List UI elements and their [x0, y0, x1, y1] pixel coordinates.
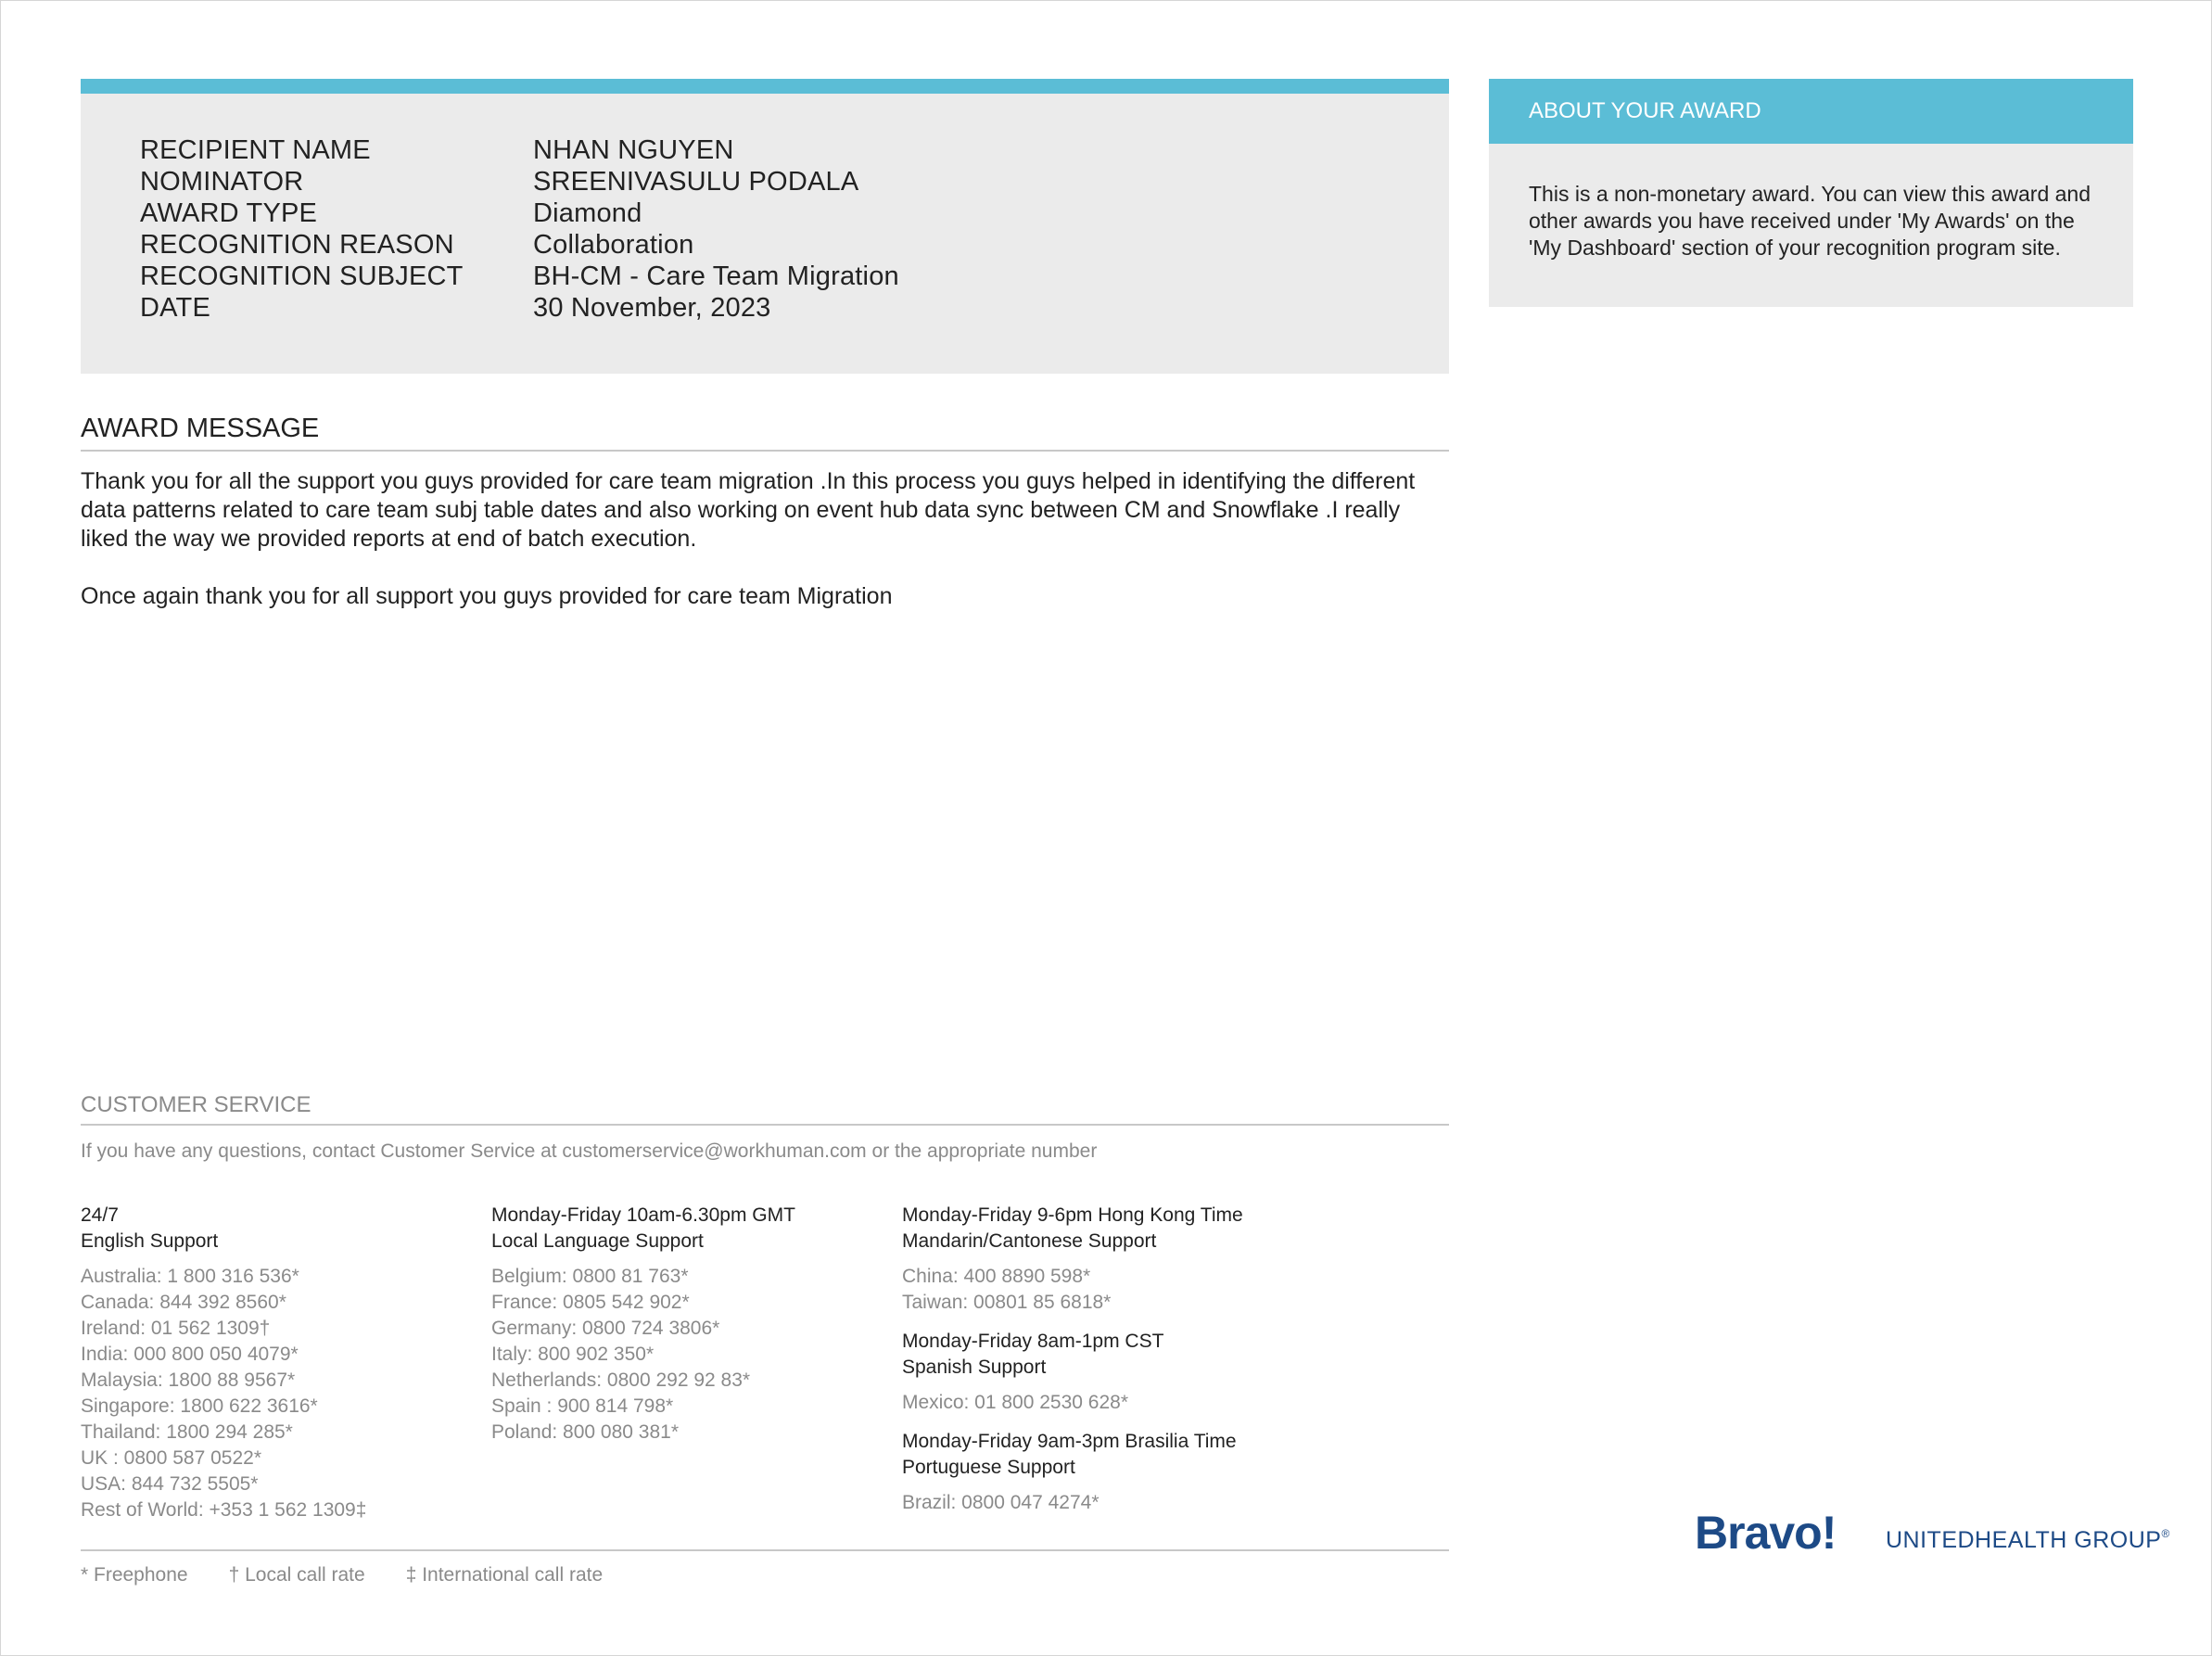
customer-service-divider	[81, 1549, 1449, 1551]
details-grid	[140, 134, 899, 324]
phone-number: France: 0805 542 902*	[491, 1292, 690, 1313]
award-details-card	[81, 79, 1449, 374]
phone-number: Italy: 800 902 350*	[491, 1344, 655, 1365]
details-row-award-type	[140, 197, 899, 229]
details-value: NHAN NGUYEN	[533, 134, 734, 165]
phone-number: Belgium: 0800 81 763*	[491, 1266, 689, 1287]
call-rate-legend	[81, 1564, 603, 1586]
phone-number: Netherlands: 0800 292 92 83*	[491, 1369, 751, 1391]
phone-number: USA: 844 732 5505*	[81, 1473, 259, 1495]
support-group-portuguese	[902, 1429, 1243, 1516]
phone-number: Mexico: 01 800 2530 628*	[902, 1392, 1129, 1413]
details-row-reason	[140, 229, 899, 261]
customer-service-intro: If you have any questions, contact Customer Service at customerservice@workhuman.com or the appropriate number	[81, 1140, 1098, 1162]
support-group-mandarin	[902, 1203, 1243, 1316]
details-value: Diamond	[533, 197, 642, 228]
support-language: Spanish Support	[902, 1357, 1047, 1378]
details-row-subject	[140, 261, 899, 292]
phone-number: Malaysia: 1800 88 9567*	[81, 1369, 296, 1391]
support-hours: 24/7	[81, 1204, 119, 1226]
phone-number: UK : 0800 587 0522*	[81, 1447, 261, 1469]
details-accent-bar	[81, 79, 1449, 94]
phone-number: Ireland: 01 562 1309†	[81, 1318, 271, 1339]
award-message-body	[81, 467, 1449, 640]
phone-number: Rest of World: +353 1 562 1309‡	[81, 1499, 367, 1521]
support-hours: Monday-Friday 8am-1pm CST	[902, 1331, 1164, 1352]
legend-freephone: * Freephone	[81, 1564, 188, 1586]
support-language: Local Language Support	[491, 1230, 704, 1252]
details-row-recipient	[140, 134, 899, 166]
details-label: DATE	[140, 292, 210, 323]
details-value: 30 November, 2023	[533, 292, 771, 323]
support-column-local-language	[491, 1203, 795, 1446]
support-group-spanish	[902, 1329, 1243, 1416]
details-label: RECIPIENT NAME	[140, 134, 371, 165]
award-message-paragraph: Thank you for all the support you guys provided for care team migration .In this process you guys helped in identifying the different data patterns related to care team subj table dates and also working on event hub data sync between CM and Snowflake .I really liked the way we provided reports at end of batch execution.	[81, 468, 1416, 552]
details-row-date	[140, 292, 899, 324]
support-hours: Monday-Friday 9am-3pm Brasilia Time	[902, 1431, 1237, 1452]
phone-number: Brazil: 0800 047 4274*	[902, 1492, 1100, 1513]
about-award-body: This is a non-monetary award. You can view this award and other awards you have received under 'My Awards' on the 'My Dashboard' section of your recognition program site.	[1529, 182, 2091, 260]
registered-mark: ®	[2161, 1527, 2170, 1540]
about-award-panel	[1489, 79, 2133, 307]
support-language: Mandarin/Cantonese Support	[902, 1230, 1157, 1252]
about-award-title: ABOUT YOUR AWARD	[1489, 79, 2133, 144]
support-hours: Monday-Friday 10am-6.30pm GMT	[491, 1204, 795, 1226]
support-language: English Support	[81, 1230, 219, 1252]
phone-number: Spain : 900 814 798*	[491, 1395, 674, 1417]
bravo-logo: Bravo!	[1695, 1507, 1837, 1559]
phone-number: India: 000 800 050 4079*	[81, 1344, 299, 1365]
phone-number: Australia: 1 800 316 536*	[81, 1266, 299, 1287]
details-label: RECOGNITION SUBJECT	[140, 261, 464, 291]
phone-number: Canada: 844 392 8560*	[81, 1292, 286, 1313]
phone-number: Poland: 800 080 381*	[491, 1421, 680, 1443]
phone-number: Germany: 0800 724 3806*	[491, 1318, 720, 1339]
details-value: SREENIVASULU PODALA	[533, 166, 859, 197]
legend-local-rate: † Local call rate	[228, 1564, 365, 1586]
support-language: Portuguese Support	[902, 1457, 1075, 1478]
details-label: AWARD TYPE	[140, 197, 318, 228]
unitedhealth-group-logo	[1886, 1527, 2170, 1554]
support-column-regional	[902, 1203, 1243, 1516]
legend-international-rate: ‡ International call rate	[405, 1564, 604, 1586]
uhg-logo-text: UNITEDHEALTH GROUP	[1886, 1527, 2162, 1553]
details-label: NOMINATOR	[140, 166, 304, 197]
details-row-nominator	[140, 166, 899, 197]
phone-number: Taiwan: 00801 85 6818*	[902, 1292, 1112, 1313]
customer-service-heading: CUSTOMER SERVICE	[81, 1092, 1449, 1126]
support-column-english	[81, 1203, 366, 1523]
phone-number: Thailand: 1800 294 285*	[81, 1421, 293, 1443]
support-hours: Monday-Friday 9-6pm Hong Kong Time	[902, 1204, 1243, 1226]
details-value: BH-CM - Care Team Migration	[533, 261, 899, 291]
award-message-paragraph: Once again thank you for all support you guys provided for care team Migration	[81, 583, 893, 609]
phone-number: Singapore: 1800 622 3616*	[81, 1395, 318, 1417]
phone-number: China: 400 8890 598*	[902, 1266, 1091, 1287]
award-message-heading: AWARD MESSAGE	[81, 414, 1449, 452]
details-label: RECOGNITION REASON	[140, 229, 454, 260]
details-value: Collaboration	[533, 229, 694, 260]
